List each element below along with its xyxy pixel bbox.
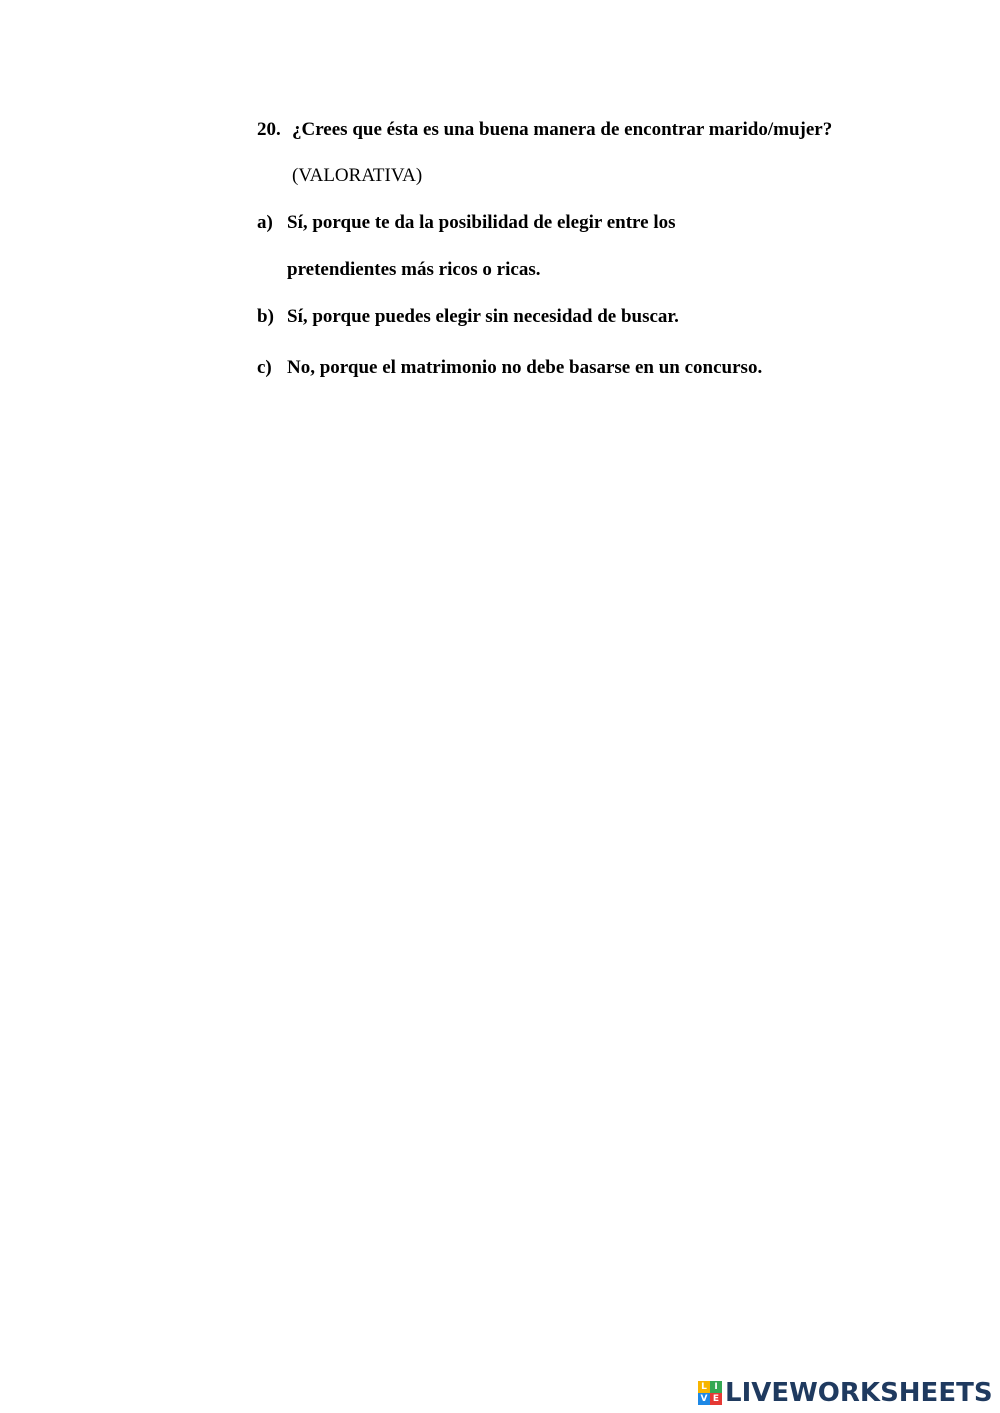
question-number: 20. <box>257 119 281 140</box>
logo-mark-l: L <box>698 1381 710 1393</box>
liveworksheets-logo-icon <box>698 1381 722 1405</box>
option-b-text[interactable]: Sí, porque puedes elegir sin necesidad de buscar. <box>287 306 679 327</box>
option-a-text-continued[interactable]: pretendientes más ricos o ricas. <box>287 259 541 280</box>
option-a-text[interactable]: Sí, porque te da la posibilidad de elegir entre los <box>287 212 676 233</box>
option-c-text[interactable]: No, porque el matrimonio no debe basarse en un concurso. <box>287 357 763 378</box>
liveworksheets-logo <box>698 1378 993 1408</box>
logo-mark-e: E <box>710 1393 722 1405</box>
logo-mark-i: I <box>710 1381 722 1393</box>
logo-mark-v: V <box>698 1393 710 1405</box>
logo-wordmark: LIVEWORKSHEETS <box>725 1378 993 1408</box>
question-text: ¿Crees que ésta es una buena manera de encontrar marido/mujer? <box>292 119 833 140</box>
question-type: (VALORATIVA) <box>292 165 423 186</box>
option-b-letter: b) <box>257 306 274 327</box>
option-c-letter: c) <box>257 357 272 378</box>
option-a-letter: a) <box>257 212 273 233</box>
